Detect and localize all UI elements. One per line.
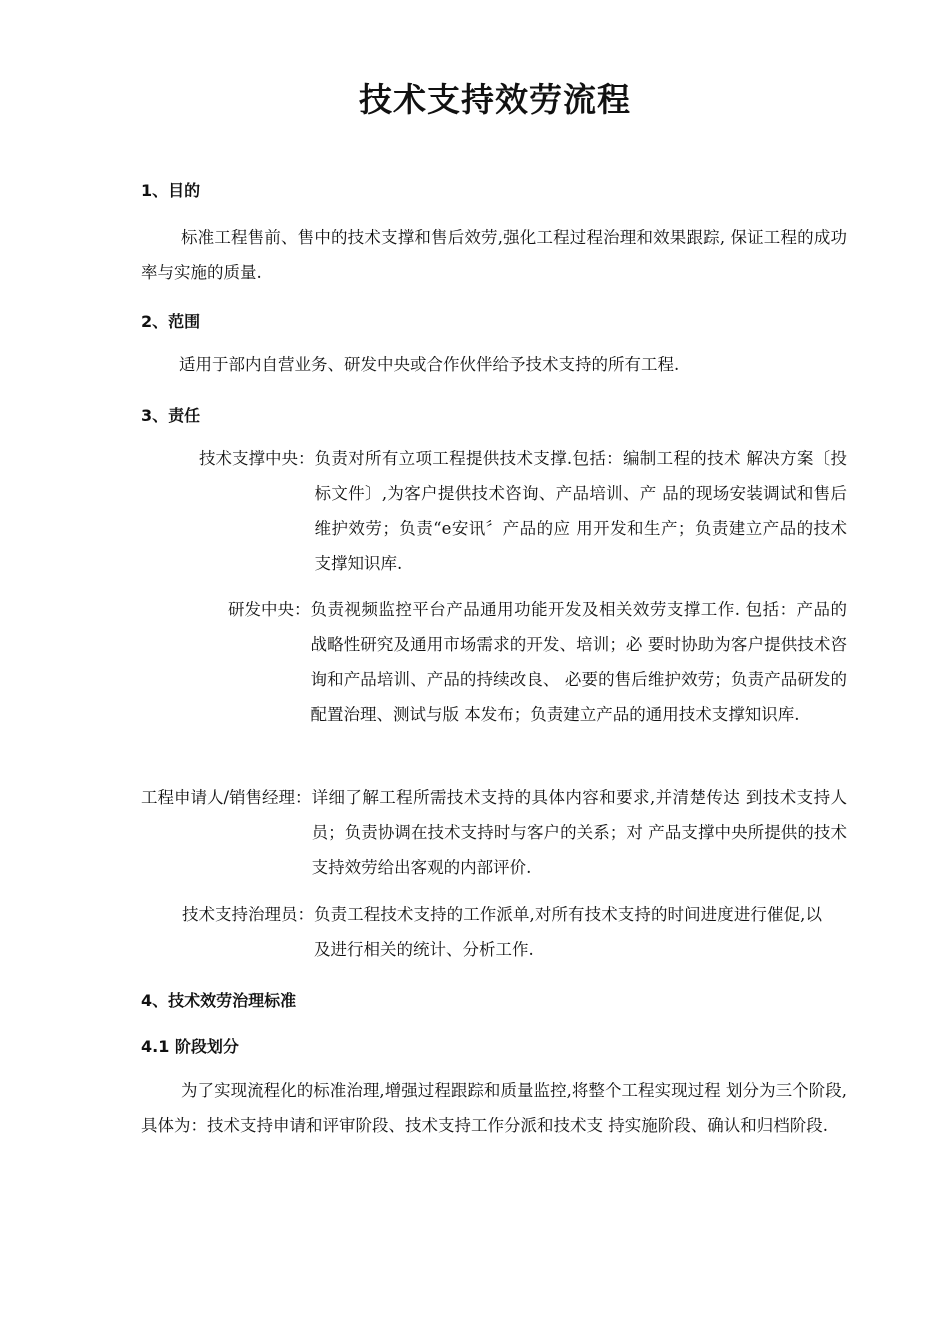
duty-label: 工程申请人/销售经理： bbox=[141, 788, 312, 807]
section-text-purpose: 标准工程售前、售中的技术支撑和售后效劳,强化工程过程治理和效果跟踪, 保证工程的成功率与实施的质量. bbox=[141, 228, 847, 282]
duty-item bbox=[141, 780, 847, 885]
duty-label: 研发中央： bbox=[228, 600, 311, 619]
section-heading-standard: 4、技术效劳治理标准 bbox=[141, 991, 297, 1010]
document-title: 技术支持效劳流程 bbox=[359, 80, 631, 119]
section-heading-scope: 2、范围 bbox=[141, 312, 201, 331]
duty-item bbox=[182, 897, 822, 967]
section-heading-responsibility: 3、责任 bbox=[141, 406, 201, 425]
duty-text: 负责工程技术支持的工作派单,对所有技术支持的时间进度进行催促,以及进行相关的统计、分析工作. bbox=[314, 905, 822, 959]
duty-text: 负责视频监控平台产品通用功能开发及相关效劳支撑工作. 包括：产品的战略性研究及通用市场需求的开发、培训；必 要时协助为客户提供技术咨询和产品培训、产品的持续改良、 必要的售后维护效劳；负责产品研发的配置治理、测试与版 本发布；负责建立产品的通用技术支撑知识库. bbox=[310, 600, 847, 724]
subsection-heading-stages: 4.1 阶段划分 bbox=[141, 1037, 239, 1056]
section-heading-purpose: 1、目的 bbox=[141, 181, 201, 200]
duty-label: 技术支撑中央： bbox=[199, 449, 315, 468]
duty-item bbox=[199, 441, 847, 581]
section-text-scope: 适用于部内自营业务、研发中央或合作伙伴给予技术支持的所有工程. bbox=[179, 355, 680, 374]
duty-text: 详细了解工程所需技术支持的具体内容和要求,并清楚传达 到技术支持人员；负责协调在技术支持时与客户的关系；对 产品支撑中央所提供的技术支持效劳给出客观的内部评价. bbox=[311, 788, 847, 877]
subsection-text-stages: 为了实现流程化的标准治理,增强过程跟踪和质量监控,将整个工程实现过程 划分为三个阶段,具体为：技术支持申请和评审阶段、技术支持工作分派和技术支 持实施阶段、确认和归档阶段. bbox=[141, 1081, 847, 1135]
duty-text: 负责对所有立项工程提供技术支撑.包括：编制工程的技术 解决方案〔投标文件〕,为客户提供技术咨询、产品培训、产 品的现场安装调试和售后维护效劳；负责“e安讯〞产品的应 用开发和生产；负责建立产品的技术支撑知识库. bbox=[314, 449, 847, 573]
duty-item bbox=[228, 592, 847, 732]
duty-label: 技术支持治理员： bbox=[182, 905, 314, 924]
